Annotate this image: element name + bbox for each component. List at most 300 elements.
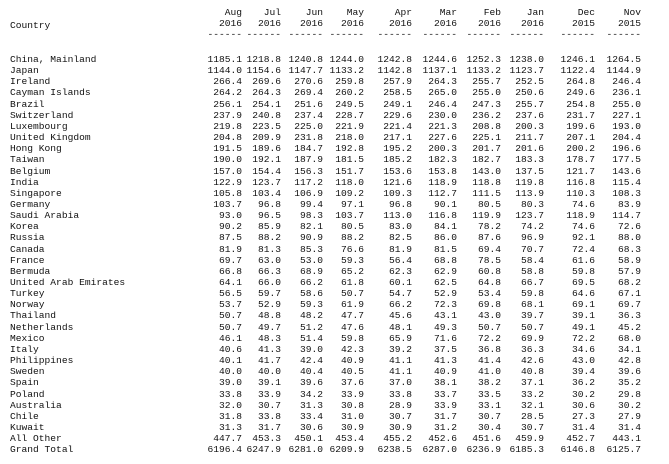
value-cell: 118.0: [335, 176, 364, 188]
value-cell: 61.6: [571, 254, 595, 266]
value-cell: 270.6: [294, 76, 323, 88]
table-row: [0, 221, 669, 232]
header-underline: ------: [466, 29, 501, 40]
value-cell: 41.1: [388, 366, 412, 378]
month-header: Apr: [394, 7, 412, 18]
country-name: Belgium: [10, 165, 51, 177]
value-cell: 33.5: [477, 388, 501, 400]
value-cell: 40.8: [520, 366, 544, 378]
value-cell: 30.7: [257, 399, 281, 411]
value-cell: 255.7: [515, 98, 544, 110]
header-underline: ------: [207, 29, 242, 40]
value-cell: 70.7: [520, 243, 544, 255]
month-header: Dec: [577, 7, 595, 18]
value-cell: 68.3: [617, 243, 641, 255]
value-cell: 1123.7: [509, 65, 544, 77]
value-cell: 259.8: [335, 76, 364, 88]
value-cell: 1144.9: [606, 65, 641, 77]
value-cell: 68.0: [617, 332, 641, 344]
value-cell: 31.4: [617, 421, 641, 433]
value-cell: 183.3: [515, 154, 544, 166]
value-cell: 71.6: [433, 332, 457, 344]
country-name: Japan: [10, 65, 39, 77]
value-cell: 249.1: [383, 98, 412, 110]
value-cell: 1218.8: [246, 54, 281, 65]
value-cell: 97.1: [340, 198, 364, 210]
value-cell: 72.3: [433, 299, 457, 311]
value-cell: 72.2: [477, 332, 501, 344]
value-cell: 103.7: [213, 198, 242, 210]
value-cell: 195.2: [383, 143, 412, 155]
value-cell: 62.9: [433, 265, 457, 277]
value-cell: 58.8: [520, 265, 544, 277]
value-cell: 78.5: [477, 254, 501, 266]
year-header: 2015: [617, 18, 641, 29]
value-cell: 223.5: [252, 120, 281, 132]
value-cell: 61.8: [340, 277, 364, 288]
value-cell: 123.7: [515, 210, 544, 222]
value-cell: 56.5: [218, 288, 242, 300]
value-cell: 74.6: [571, 221, 595, 233]
country-name: Mexico: [10, 332, 45, 344]
value-cell: 121.7: [566, 165, 595, 177]
table-row: [0, 199, 669, 210]
value-cell: 119.8: [515, 176, 544, 188]
value-cell: 37.5: [433, 343, 457, 355]
header-underline: ------: [377, 29, 412, 40]
value-cell: 40.5: [340, 366, 364, 378]
table-row: [0, 400, 669, 411]
value-cell: 6185.3: [509, 444, 544, 456]
value-cell: 69.9: [520, 332, 544, 344]
value-cell: 200.2: [566, 143, 595, 155]
year-header: 2016: [520, 18, 544, 29]
value-cell: 30.7: [477, 410, 501, 422]
value-cell: 1240.8: [288, 54, 323, 65]
year-header: 2016: [299, 18, 323, 29]
value-cell: 237.9: [213, 109, 242, 121]
value-cell: 264.2: [213, 87, 242, 99]
value-cell: 122.9: [213, 176, 242, 188]
value-cell: 90.9: [299, 232, 323, 244]
year-header: 2016: [218, 18, 242, 29]
value-cell: 225.0: [294, 120, 323, 132]
year-header: 2016: [257, 18, 281, 29]
value-cell: 64.1: [218, 277, 242, 288]
value-cell: 204.8: [213, 132, 242, 144]
country-name: Germany: [10, 198, 51, 210]
value-cell: 209.9: [252, 132, 281, 144]
value-cell: 36.2: [571, 377, 595, 389]
country-name: Brazil: [10, 98, 45, 110]
value-cell: 33.1: [477, 399, 501, 411]
month-header: Jul: [263, 7, 281, 18]
value-cell: 143.6: [612, 165, 641, 177]
value-cell: 227.1: [612, 109, 641, 121]
value-cell: 39.6: [617, 366, 641, 378]
value-cell: 69.1: [571, 299, 595, 311]
value-cell: 1133.2: [466, 65, 501, 77]
country-name: Australia: [10, 399, 62, 411]
value-cell: 88.0: [617, 232, 641, 244]
value-cell: 78.2: [477, 221, 501, 233]
month-header: Nov: [623, 7, 641, 18]
table-row: [0, 166, 669, 177]
value-cell: 33.8: [257, 410, 281, 422]
value-cell: 85.9: [257, 221, 281, 233]
value-cell: 58.4: [520, 254, 544, 266]
country-name: Korea: [10, 221, 39, 233]
table-row: [0, 232, 669, 243]
value-cell: 31.2: [433, 421, 457, 433]
value-cell: 255.0: [612, 98, 641, 110]
value-cell: 47.7: [340, 310, 364, 322]
country-name: Sweden: [10, 366, 45, 378]
value-cell: 269.4: [294, 87, 323, 99]
value-cell: 40.9: [433, 366, 457, 378]
value-cell: 1133.2: [329, 65, 364, 77]
country-name: Netherlands: [10, 321, 74, 333]
country-name: Canada: [10, 243, 45, 255]
value-cell: 31.8: [218, 410, 242, 422]
table-row: [0, 422, 669, 433]
value-cell: 1154.6: [246, 65, 281, 77]
country-name: Switzerland: [10, 109, 74, 121]
value-cell: 37.6: [340, 377, 364, 389]
value-cell: 184.7: [294, 143, 323, 155]
value-cell: 255.0: [472, 87, 501, 99]
value-cell: 265.0: [428, 87, 457, 99]
value-cell: 112.7: [428, 187, 457, 199]
table-row: [0, 366, 669, 377]
value-cell: 106.9: [294, 187, 323, 199]
country-name: United Arab Emirates: [10, 277, 126, 288]
year-header: 2016: [477, 18, 501, 29]
value-cell: 80.5: [477, 198, 501, 210]
value-cell: 64.8: [477, 277, 501, 288]
value-cell: 47.6: [340, 321, 364, 333]
header-underline: ------: [422, 29, 457, 40]
value-cell: 119.9: [472, 210, 501, 222]
value-cell: 204.4: [612, 132, 641, 144]
value-cell: 72.6: [617, 221, 641, 233]
value-cell: 48.2: [299, 310, 323, 322]
table-row: [0, 154, 669, 165]
table-row: [0, 266, 669, 277]
value-cell: 54.7: [388, 288, 412, 300]
header-underline: ------: [509, 29, 544, 40]
table-row: [0, 132, 669, 143]
value-cell: 187.9: [294, 154, 323, 166]
table-row: [0, 87, 669, 98]
value-cell: 81.9: [218, 243, 242, 255]
value-cell: 39.4: [571, 366, 595, 378]
value-cell: 58.9: [617, 254, 641, 266]
value-cell: 452.7: [566, 433, 595, 445]
table-row: [0, 299, 669, 310]
value-cell: 42.6: [520, 355, 544, 367]
value-cell: 117.2: [294, 176, 323, 188]
value-cell: 41.4: [477, 355, 501, 367]
value-cell: 114.7: [612, 210, 641, 222]
value-cell: 201.6: [515, 143, 544, 155]
value-cell: 236.2: [472, 109, 501, 121]
year-header: 2016: [340, 18, 364, 29]
value-cell: 103.4: [252, 187, 281, 199]
value-cell: 62.5: [433, 277, 457, 288]
value-cell: 51.4: [299, 332, 323, 344]
value-cell: 6209.9: [329, 444, 364, 456]
value-cell: 221.9: [335, 120, 364, 132]
value-cell: 84.1: [433, 221, 457, 233]
value-cell: 72.4: [571, 243, 595, 255]
country-name: Italy: [10, 343, 39, 355]
value-cell: 29.8: [617, 388, 641, 400]
value-cell: 62.3: [388, 265, 412, 277]
value-cell: 6287.0: [422, 444, 457, 456]
value-cell: 34.2: [299, 388, 323, 400]
value-cell: 76.6: [340, 243, 364, 255]
value-cell: 177.5: [612, 154, 641, 166]
table-row: [0, 377, 669, 388]
country-name: Ireland: [10, 76, 51, 88]
country-name: France: [10, 254, 45, 266]
value-cell: 247.3: [472, 98, 501, 110]
value-cell: 63.0: [257, 254, 281, 266]
value-cell: 207.1: [566, 132, 595, 144]
value-cell: 246.4: [612, 76, 641, 88]
value-cell: 59.3: [340, 254, 364, 266]
value-cell: 30.2: [617, 399, 641, 411]
month-header: Feb: [483, 7, 501, 18]
value-cell: 103.7: [335, 210, 364, 222]
value-cell: 41.0: [477, 366, 501, 378]
value-cell: 201.7: [472, 143, 501, 155]
value-cell: 68.1: [520, 299, 544, 311]
value-cell: 196.6: [612, 143, 641, 155]
table-row: [0, 244, 669, 255]
value-cell: 59.8: [571, 265, 595, 277]
value-cell: 81.9: [388, 243, 412, 255]
value-cell: 182.3: [428, 154, 457, 166]
value-cell: 182.7: [472, 154, 501, 166]
value-cell: 41.3: [257, 343, 281, 355]
value-cell: 228.7: [335, 109, 364, 121]
value-cell: 1137.1: [422, 65, 457, 77]
value-cell: 33.9: [433, 399, 457, 411]
value-cell: 33.9: [257, 388, 281, 400]
value-cell: 34.1: [617, 343, 641, 355]
value-cell: 269.6: [252, 76, 281, 88]
value-cell: 80.3: [520, 198, 544, 210]
value-cell: 88.2: [340, 232, 364, 244]
value-cell: 109.2: [335, 187, 364, 199]
value-cell: 31.7: [433, 410, 457, 422]
value-cell: 251.6: [294, 98, 323, 110]
value-cell: 96.8: [257, 198, 281, 210]
year-header: 2015: [571, 18, 595, 29]
value-cell: 30.2: [571, 388, 595, 400]
value-cell: 264.8: [566, 76, 595, 88]
value-cell: 53.0: [299, 254, 323, 266]
value-cell: 66.3: [257, 265, 281, 277]
value-cell: 43.1: [433, 310, 457, 322]
value-cell: 31.4: [571, 421, 595, 433]
value-cell: 231.7: [566, 109, 595, 121]
country-name: China, Mainland: [10, 54, 97, 65]
value-cell: 453.4: [335, 433, 364, 445]
value-cell: 451.6: [472, 433, 501, 445]
value-cell: 52.9: [433, 288, 457, 300]
value-cell: 50.7: [218, 310, 242, 322]
value-cell: 56.4: [388, 254, 412, 266]
value-cell: 116.8: [428, 210, 457, 222]
table-row: [0, 110, 669, 121]
value-cell: 46.1: [218, 332, 242, 344]
table-row: [0, 143, 669, 154]
value-cell: 88.2: [257, 232, 281, 244]
value-cell: 37.1: [520, 377, 544, 389]
value-cell: 1252.3: [466, 54, 501, 65]
value-cell: 6281.0: [288, 444, 323, 456]
value-cell: 227.6: [428, 132, 457, 144]
value-cell: 39.6: [299, 377, 323, 389]
header-underline: ------: [560, 29, 595, 40]
table-row: [0, 76, 669, 87]
value-cell: 48.8: [257, 310, 281, 322]
table-row: [0, 288, 669, 299]
value-cell: 40.6: [218, 343, 242, 355]
value-cell: 74.6: [571, 198, 595, 210]
value-cell: 28.9: [388, 399, 412, 411]
value-cell: 221.4: [383, 120, 412, 132]
value-cell: 35.2: [617, 377, 641, 389]
table-row: [0, 389, 669, 400]
value-cell: 156.3: [294, 165, 323, 177]
value-cell: 50.7: [340, 288, 364, 300]
value-cell: 38.2: [477, 377, 501, 389]
value-cell: 1244.0: [329, 54, 364, 65]
value-cell: 69.4: [477, 243, 501, 255]
table-row: [0, 210, 669, 221]
value-cell: 50.7: [477, 321, 501, 333]
value-cell: 72.2: [571, 332, 595, 344]
value-cell: 109.3: [383, 187, 412, 199]
country-name: Chile: [10, 410, 39, 422]
value-cell: 258.5: [383, 87, 412, 99]
value-cell: 39.1: [571, 310, 595, 322]
value-cell: 68.9: [299, 265, 323, 277]
value-cell: 193.0: [612, 120, 641, 132]
value-cell: 118.8: [472, 176, 501, 188]
value-cell: 39.0: [299, 343, 323, 355]
value-cell: 143.0: [472, 165, 501, 177]
value-cell: 453.3: [252, 433, 281, 445]
value-cell: 31.0: [340, 410, 364, 422]
value-cell: 48.1: [388, 321, 412, 333]
country-name: Philippines: [10, 355, 74, 367]
table-row: [0, 54, 669, 65]
country-name: Hong Kong: [10, 143, 62, 155]
value-cell: 153.8: [428, 165, 457, 177]
value-cell: 31.3: [299, 399, 323, 411]
value-cell: 45.2: [617, 321, 641, 333]
value-cell: 236.1: [612, 87, 641, 99]
value-cell: 208.8: [472, 120, 501, 132]
value-cell: 81.3: [257, 243, 281, 255]
value-cell: 250.6: [515, 87, 544, 99]
value-cell: 60.1: [388, 277, 412, 288]
value-cell: 59.8: [340, 332, 364, 344]
country-name: India: [10, 176, 39, 188]
country-name: Poland: [10, 388, 45, 400]
year-header: 2016: [388, 18, 412, 29]
value-cell: 83.9: [617, 198, 641, 210]
value-cell: 32.0: [218, 399, 242, 411]
value-cell: 38.1: [433, 377, 457, 389]
value-cell: 254.1: [252, 98, 281, 110]
value-cell: 6238.5: [377, 444, 412, 456]
country-name: Saudi Arabia: [10, 210, 80, 222]
value-cell: 30.8: [340, 399, 364, 411]
value-cell: 59.8: [520, 288, 544, 300]
value-cell: 1244.6: [422, 54, 457, 65]
header-underline: ------: [246, 29, 281, 40]
value-cell: 27.3: [571, 410, 595, 422]
table-row: [0, 433, 669, 444]
value-cell: 34.6: [571, 343, 595, 355]
value-cell: 81.5: [433, 243, 457, 255]
value-cell: 40.4: [299, 366, 323, 378]
value-cell: 42.3: [340, 343, 364, 355]
value-cell: 66.2: [299, 277, 323, 288]
value-cell: 31.3: [218, 421, 242, 433]
value-cell: 218.0: [335, 132, 364, 144]
value-cell: 33.7: [433, 388, 457, 400]
value-cell: 68.8: [433, 254, 457, 266]
value-cell: 33.8: [388, 388, 412, 400]
table-row: [0, 99, 669, 110]
table-row: [0, 444, 669, 455]
value-cell: 69.8: [477, 299, 501, 311]
value-cell: 192.1: [252, 154, 281, 166]
value-cell: 40.0: [257, 366, 281, 378]
value-cell: 99.4: [299, 198, 323, 210]
value-cell: 1238.0: [509, 54, 544, 65]
value-cell: 69.5: [571, 277, 595, 288]
value-cell: 36.3: [617, 310, 641, 322]
value-cell: 39.7: [520, 310, 544, 322]
country-name: Bermuda: [10, 265, 51, 277]
month-header: Jan: [526, 7, 544, 18]
value-cell: 96.9: [520, 232, 544, 244]
value-cell: 33.2: [520, 388, 544, 400]
value-cell: 52.9: [257, 299, 281, 311]
value-cell: 96.8: [388, 198, 412, 210]
value-cell: 256.1: [213, 98, 242, 110]
value-cell: 66.8: [218, 265, 242, 277]
value-cell: 57.9: [617, 265, 641, 277]
value-cell: 157.0: [213, 165, 242, 177]
value-cell: 191.5: [213, 143, 242, 155]
value-cell: 53.4: [477, 288, 501, 300]
value-cell: 39.0: [218, 377, 242, 389]
value-cell: 189.6: [252, 143, 281, 155]
value-cell: 154.4: [252, 165, 281, 177]
value-cell: 105.8: [213, 187, 242, 199]
value-cell: 36.8: [477, 343, 501, 355]
country-name: Norway: [10, 299, 45, 311]
